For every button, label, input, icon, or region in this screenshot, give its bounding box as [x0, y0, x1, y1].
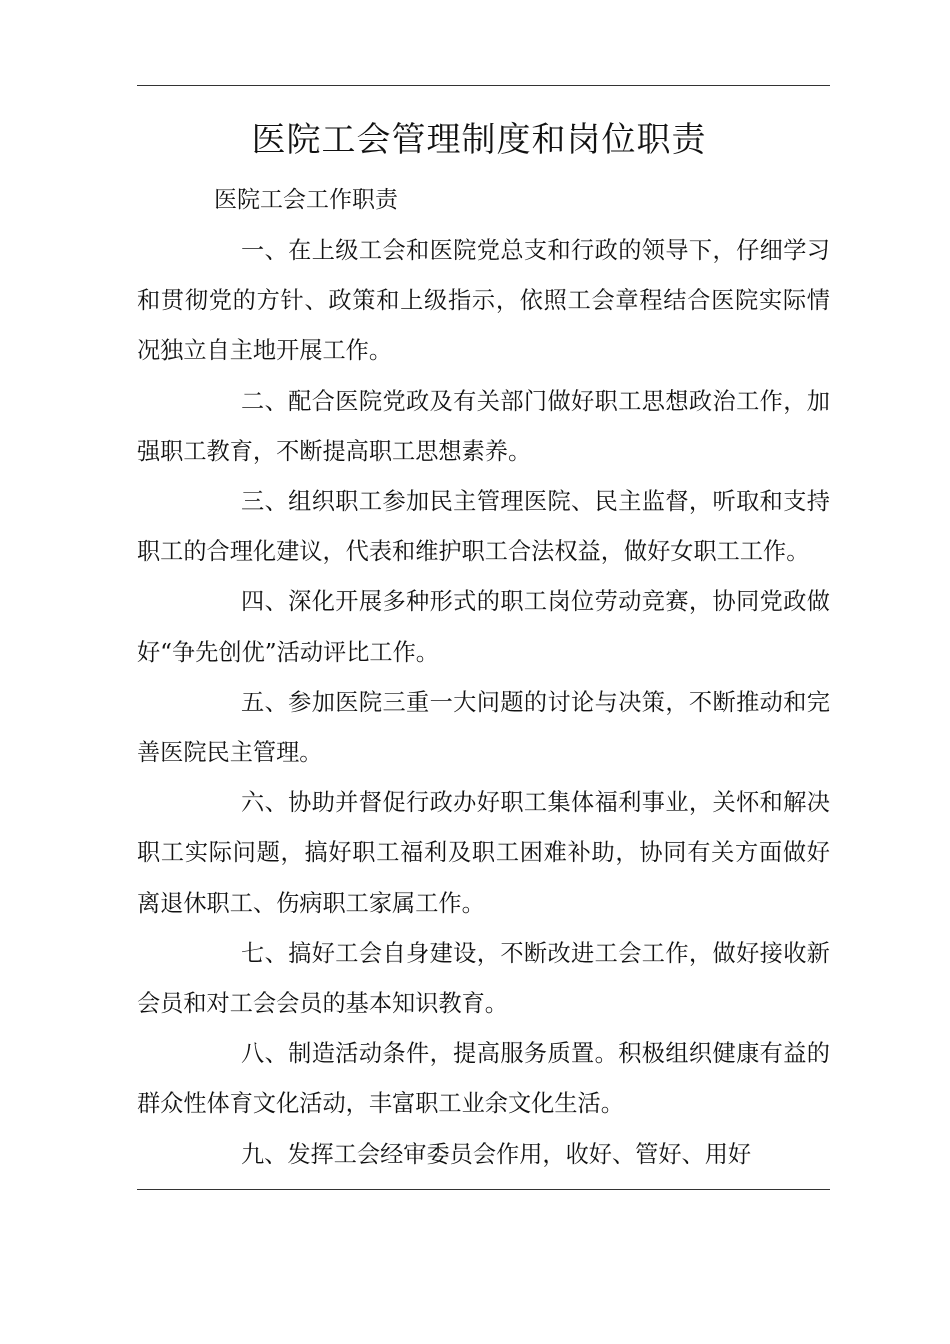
footer-rule [137, 1189, 830, 1190]
paragraph-9: 九、发挥工会经审委员会作用，收好、管好、用好 [241, 1140, 752, 1168]
paragraph-7: 七、搞好工会自身建设，不断改进工会工作，做好接收新会员和对工会会员的基本知识教育。 [137, 939, 830, 1018]
paragraph-6: 六、协助并督促行政办好职工集体福利事业，关怀和解决职工实际问题，搞好职工福利及职工困难补助，协同有关方面做好离退休职工、伤病职工家属工作。 [137, 789, 830, 917]
paragraph-2: 二、配合医院党政及有关部门做好职工思想政治工作，加强职工教育，不断提高职工思想素养。 [137, 387, 830, 465]
paragraph-1: 一、在上级工会和医院党总支和行政的领导下，仔细学习和贯彻党的方针、政策和上级指示，依照工会章程结合医院实际情况独立自主地开展工作。 [137, 237, 830, 365]
section-heading: 医院工会工作职责 [214, 187, 398, 213]
header-rule [137, 85, 830, 86]
paragraph-8: 八、制造活动条件，提高服务质置。积极组织健康有益的群众性体育文化活动，丰富职工业余文化生活。 [137, 1040, 830, 1118]
document-title: 医院工会管理制度和岗位职责 [251, 120, 707, 160]
document-body [137, 226, 830, 1180]
paragraph-4: 四、深化开展多种形式的职工岗位劳动竞赛，协同党政做好“争先创优”活动评比工作。 [137, 588, 830, 666]
paragraph-3: 三、组织职工参加民主管理医院、民主监督，听取和支持职工的合理化建议，代表和维护职工合法权益，做好女职工工作。 [137, 488, 830, 566]
paragraph-5: 五、参加医院三重一大问题的讨论与决策，不断推动和完善医院民主管理。 [137, 688, 830, 767]
